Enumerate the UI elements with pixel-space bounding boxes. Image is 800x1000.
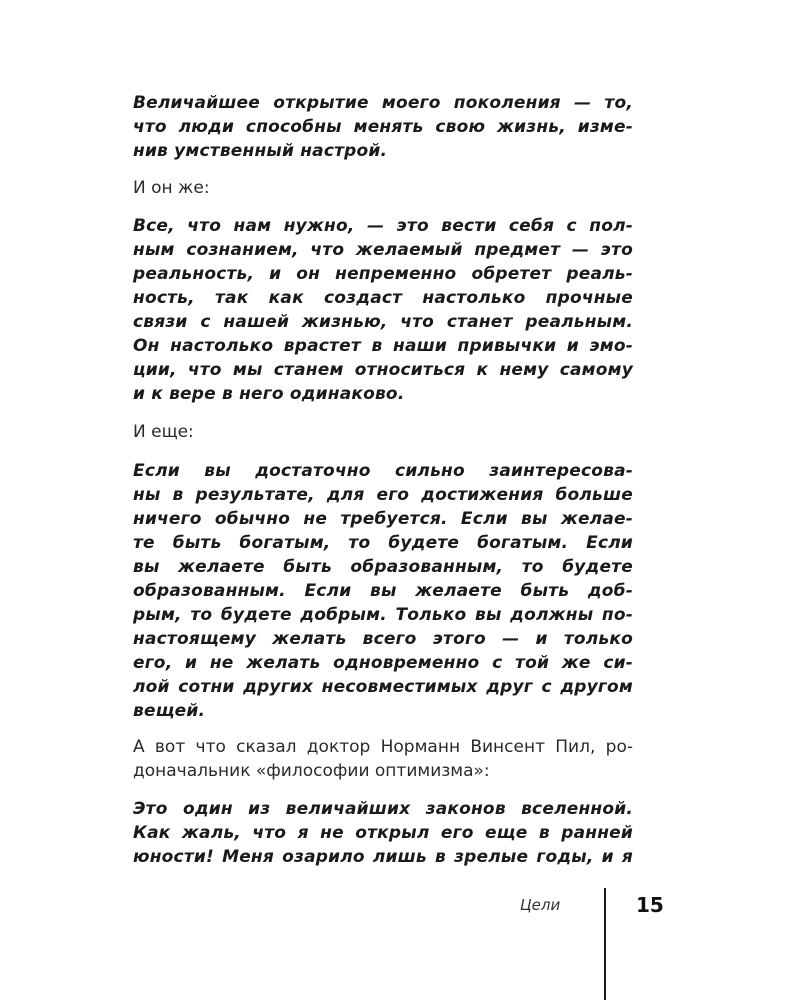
text-line: ничего обычно не требуется. Если вы желае- <box>133 509 633 529</box>
text-line: ции, что мы станем относиться к нему самому <box>133 360 633 380</box>
quote-paragraph-3 <box>133 459 633 723</box>
text-line: нив умственный настрой. <box>133 141 388 161</box>
section-label: Цели <box>520 896 561 914</box>
text-line: и к вере в него одинаково. <box>133 384 405 404</box>
text-line: лой сотни других несовместимых друг с другом <box>133 677 633 697</box>
text-line: вещей. <box>133 701 206 721</box>
text-line: настоящему желать всего этого — и только <box>133 629 633 649</box>
text-line: Как жаль, что я не открыл его еще в ранней <box>133 823 633 843</box>
quote-paragraph-2 <box>133 214 633 406</box>
page-number: 15 <box>636 893 664 917</box>
text-line: доначальник «философии оптимизма»: <box>133 761 490 781</box>
text-line: И он же: <box>133 178 210 198</box>
plain-paragraph-2 <box>133 420 633 444</box>
text-line: ны в результате, для его достижения больше <box>133 485 633 505</box>
text-line: ным сознанием, что желаемый предмет — это <box>133 240 633 260</box>
text-line: образованным. Если вы желаете быть доб- <box>133 581 633 601</box>
text-line: рым, то будете добрым. Только вы должны по- <box>133 605 633 625</box>
text-line: И еще: <box>133 422 194 442</box>
text-line: юности! Меня озарило лишь в зрелые годы, и я <box>133 847 633 867</box>
text-line: Величайшее открытие моего поколения — то, <box>133 93 633 113</box>
plain-paragraph-3 <box>133 735 633 783</box>
text-line: связи с нашей жизнью, что станет реальным. <box>133 312 633 332</box>
text-line: Он настолько врастет в наши привычки и эмо- <box>133 336 633 356</box>
text-line: ность, так как создаст настолько прочные <box>133 288 633 308</box>
quote-paragraph-1 <box>133 91 633 163</box>
text-line: те быть богатым, то будете богатым. Если <box>133 533 633 553</box>
quote-paragraph-4 <box>133 797 633 869</box>
text-line: Это один из величайших законов вселенной. <box>133 799 633 819</box>
plain-paragraph-1 <box>133 176 633 200</box>
text-line: Если вы достаточно сильно заинтересова- <box>133 461 633 481</box>
footer-divider <box>604 888 606 1000</box>
text-line: Все, что нам нужно, — это вести себя с пол- <box>133 216 633 236</box>
text-line: реальность, и он непременно обретет реаль- <box>133 264 633 284</box>
text-line: вы желаете быть образованным, то будете <box>133 557 633 577</box>
text-line: что люди способны менять свою жизнь, изме- <box>133 117 633 137</box>
text-line: А вот что сказал доктор Норманн Винсент Пил, ро- <box>133 737 633 757</box>
text-line: его, и не желать одновременно с той же си- <box>133 653 633 673</box>
